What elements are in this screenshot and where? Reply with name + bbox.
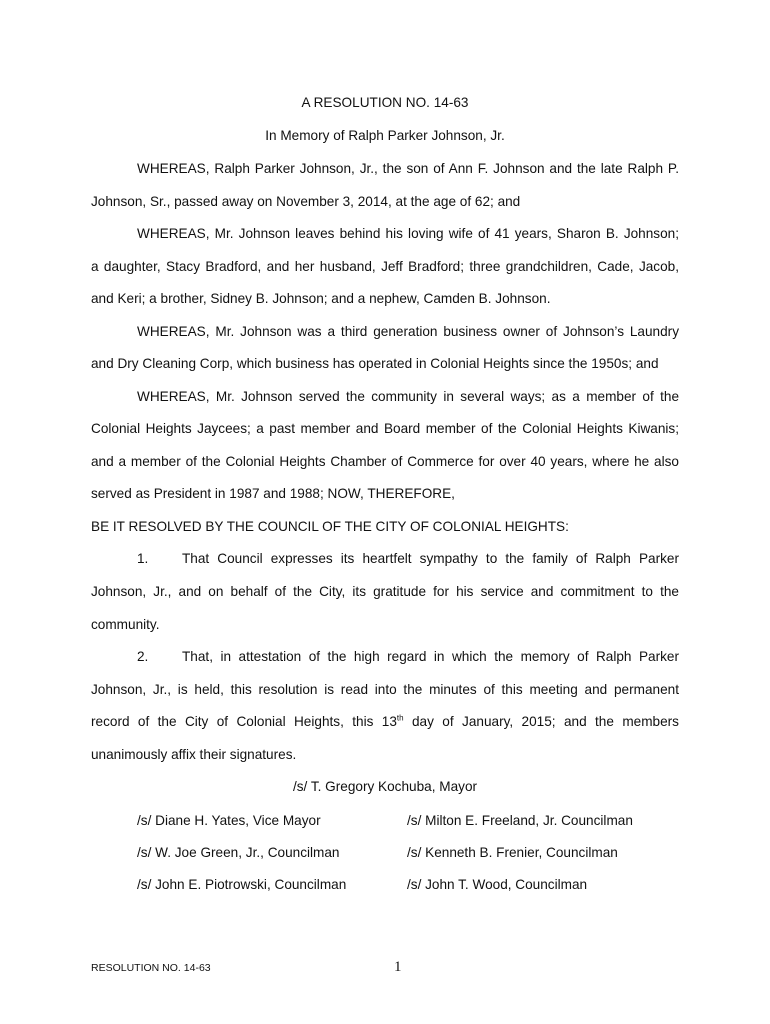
item-line-post: day of January, 2015; and the members: [403, 714, 679, 729]
resolved-clause: BE IT RESOLVED BY THE COUNCIL OF THE CITY OF COLONIAL HEIGHTS:: [91, 519, 569, 534]
paragraph-line: Colonial Heights Jaycees; a past member and Board member of the Colonial Heights Kiwanis;: [91, 421, 679, 436]
item-line-pre: record of the City of Colonial Heights, this 13: [91, 714, 397, 729]
signature-right: /s/ Kenneth B. Frenier, Councilman: [407, 845, 618, 860]
footer-label: RESOLUTION NO. 14-63: [91, 962, 211, 974]
resolution-title: A RESOLUTION NO. 14-63: [301, 95, 469, 110]
item-number: 1.: [137, 551, 149, 566]
signature-right: /s/ John T. Wood, Councilman: [407, 877, 588, 892]
signature-right: /s/ Milton E. Freeland, Jr. Councilman: [407, 813, 633, 828]
signature-mayor: /s/ T. Gregory Kochuba, Mayor: [292, 779, 478, 794]
item-line: Johnson, Jr., is held, this resolution is read into the minutes of this meeting and permanent: [91, 682, 679, 697]
item-line: Johnson, Jr., and on behalf of the City, its gratitude for his service and commitment to the: [91, 584, 679, 599]
resolution-subtitle: In Memory of Ralph Parker Johnson, Jr.: [265, 128, 505, 143]
item-line: That Council expresses its heartfelt sympathy to the family of Ralph Parker: [182, 551, 679, 566]
paragraph-line: WHEREAS, Mr. Johnson was a third generation business owner of Johnson’s Laundry: [137, 324, 679, 339]
item-line: That, in attestation of the high regard in which the memory of Ralph Parker: [182, 649, 679, 664]
signature-left: /s/ Diane H. Yates, Vice Mayor: [137, 813, 321, 828]
paragraph-line: a daughter, Stacy Bradford, and her husband, Jeff Bradford; three grandchildren, Cade, Jacob,: [91, 259, 679, 274]
paragraph-line: and Keri; a brother, Sidney B. Johnson; and a nephew, Camden B. Johnson.: [91, 291, 551, 306]
item-number: 2.: [137, 649, 149, 664]
paragraph-line: Johnson, Sr., passed away on November 3, 2014, at the age of 62; and: [91, 194, 521, 209]
ordinal-suffix: th: [396, 713, 404, 723]
item-line: unanimously affix their signatures.: [91, 747, 297, 762]
signature-left: /s/ John E. Piotrowski, Councilman: [137, 877, 347, 892]
signature-left: /s/ W. Joe Green, Jr., Councilman: [137, 845, 340, 860]
paragraph-line: served as President in 1987 and 1988; NOW, THEREFORE,: [91, 486, 455, 501]
paragraph-line: WHEREAS, Ralph Parker Johnson, Jr., the son of Ann F. Johnson and the late Ralph P.: [137, 161, 679, 176]
page-number: 1: [394, 959, 402, 975]
paragraph-line: WHEREAS, Mr. Johnson leaves behind his loving wife of 41 years, Sharon B. Johnson;: [137, 226, 679, 241]
paragraph-line: and a member of the Colonial Heights Chamber of Commerce for over 40 years, where he also: [91, 454, 679, 469]
paragraph-line: and Dry Cleaning Corp, which business has operated in Colonial Heights since the 1950s; and: [91, 356, 659, 371]
paragraph-line: WHEREAS, Mr. Johnson served the community in several ways; as a member of the: [137, 389, 679, 404]
item-line: community.: [91, 617, 160, 632]
item-line-date: [91, 714, 679, 729]
